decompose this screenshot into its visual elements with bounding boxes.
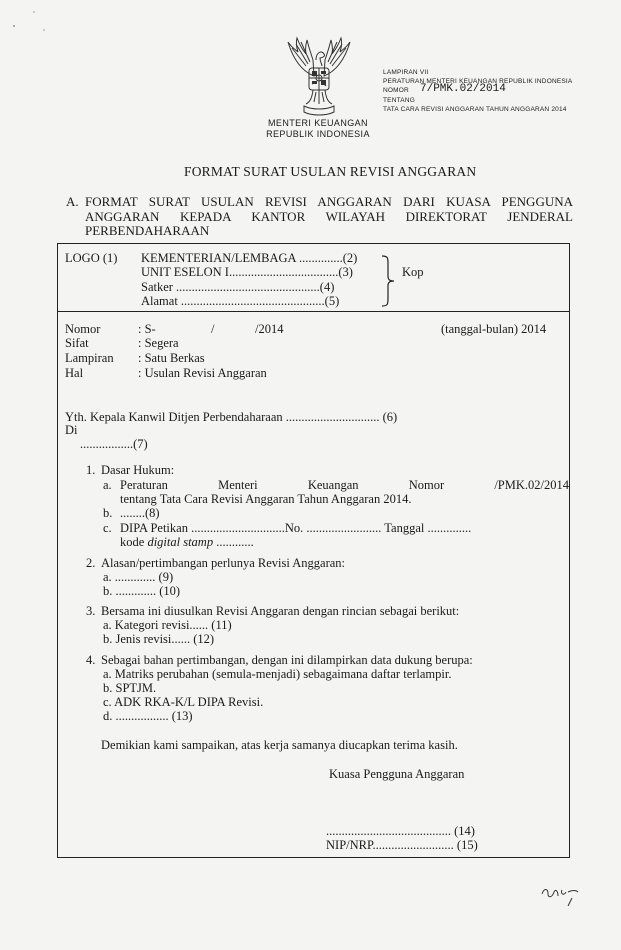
item4c: c. ADK RKA-K/L DIPA Revisi.	[103, 695, 264, 709]
item1c-marker: c.	[103, 521, 112, 535]
nomor-label: Nomor	[65, 322, 101, 336]
hal-label: Hal	[65, 366, 84, 380]
tentang-value: TATA CARA REVISI ANGGARAN TAHUN ANGGARAN 2014	[383, 106, 567, 113]
nomor-peraturan-label: NOMOR	[383, 87, 409, 94]
frame-bottom-border	[57, 857, 570, 858]
signature-name-line: ........................................ (14)	[326, 824, 475, 838]
handwritten-initial-mark	[538, 880, 588, 910]
kop-logo: LOGO (1)	[65, 251, 118, 265]
item3a: a. Kategori revisi...... (11)	[103, 618, 232, 632]
ministry-name-line2: REPUBLIK INDONESIA	[266, 129, 370, 139]
item2a: a. ............. (9)	[103, 570, 174, 584]
item1a-marker: a.	[103, 478, 112, 492]
item2b: b. ............. (10)	[103, 584, 181, 598]
item3b: b. Jenis revisi...... (12)	[103, 632, 215, 646]
item1b-text: ........(8)	[120, 506, 160, 520]
section-a-line2: ANGGARAN KEPADA KANTOR WILAYAH DIREKTORAT JENDERAL	[85, 209, 573, 224]
signature-role: Kuasa Pengguna Anggaran	[329, 767, 465, 781]
item1c-text: DIPA Petikan ..............................No. ........................ Tanggal ..............	[120, 521, 472, 535]
address-place: .................(7)	[80, 437, 148, 451]
item3-title: Bersama ini diusulkan Revisi Anggaran dengan rincian sebagai berikut:	[101, 604, 460, 618]
item4-title: Sebagai bahan pertimbangan, dengan ini dilampirkan data dukung berupa:	[101, 653, 473, 667]
tentang-label: TENTANG	[383, 97, 415, 104]
nomor-value: : S-	[138, 322, 156, 336]
kop-brace-icon	[380, 254, 400, 308]
item1a-line2: tentang Tata Cara Revisi Anggaran Tahun Anggaran 2014.	[120, 492, 412, 506]
address-recipient: Yth. Kepala Kanwil Ditjen Perbendaharaan .............................. (6)	[65, 410, 398, 424]
closing-sentence: Demikian kami sampaikan, atas kerja samanya diucapkan terima kasih.	[101, 738, 458, 752]
item1b-marker: b.	[103, 506, 113, 520]
sifat-label: Sifat	[65, 336, 89, 350]
letter-date: (tanggal-bulan) 2014	[441, 322, 547, 336]
nomor-slash: /	[211, 322, 215, 336]
signature-nip-line: NIP/NRP.......................... (15)	[326, 838, 478, 852]
hal-value: : Usulan Revisi Anggaran	[138, 366, 267, 380]
sifat-value: : Segera	[138, 336, 179, 350]
item1c-dots: ............	[216, 535, 254, 549]
item3-number: 3.	[86, 604, 96, 618]
address-di: Di	[65, 423, 78, 437]
item4a: a. Matriks perubahan (semula-menjadi) sebagaimana daftar terlampir.	[103, 667, 452, 681]
item4d: d. ................. (13)	[103, 709, 193, 723]
item4-number: 4.	[86, 653, 96, 667]
frame-left-border	[57, 243, 58, 858]
item1c-digital-stamp: digital stamp	[147, 535, 214, 549]
item2-number: 2.	[86, 556, 96, 570]
nomor-year: /2014	[255, 322, 284, 336]
garuda-emblem-icon	[276, 32, 362, 118]
kop-kementerian: KEMENTERIAN/LEMBAGA ..............(2)	[141, 251, 358, 265]
lampiran-meta-label: Lampiran	[65, 351, 114, 365]
item1c-line2	[120, 535, 254, 550]
item1a-line1: Peraturan Menteri Keuangan Nomor /PMK.02/2014	[120, 478, 569, 492]
item2-title: Alasan/pertimbangan perlunya Revisi Anggaran:	[101, 556, 346, 570]
item1-number: 1.	[86, 463, 96, 477]
peraturan-label: PERATURAN MENTERI KEUANGAN REPUBLIK INDONESIA	[383, 78, 573, 85]
kop-satker: Satker ..............................................(4)	[141, 280, 335, 294]
lampiran-meta-value: : Satu Berkas	[138, 351, 205, 365]
item1-title: Dasar Hukum:	[101, 463, 175, 477]
frame-top-border	[57, 243, 570, 244]
scan-speck-mark	[0, 0, 60, 40]
kop-label: Kop	[402, 265, 424, 279]
lampiran-label: LAMPIRAN VII	[383, 69, 429, 76]
section-a-marker: A.	[66, 194, 79, 209]
kop-divider	[57, 311, 570, 312]
kop-alamat: Alamat ..............................................(5)	[141, 294, 340, 308]
kop-unit-eselon: UNIT ESELON I...................................(3)	[141, 265, 353, 279]
ministry-name-line1: MENTERI KEUANGAN	[268, 118, 368, 128]
item4b: b. SPTJM.	[103, 681, 157, 695]
frame-right-border	[569, 243, 570, 858]
nomor-peraturan-value: 7/PMK.02/2014	[420, 83, 506, 95]
item1c-kode: kode	[120, 535, 145, 549]
section-a-line3: PERBENDAHARAAN	[85, 223, 210, 238]
page-title: FORMAT SURAT USULAN REVISI ANGGARAN	[184, 164, 477, 179]
section-a-line1: FORMAT SURAT USULAN REVISI ANGGARAN DARI KUASA PENGGUNA	[85, 194, 573, 209]
